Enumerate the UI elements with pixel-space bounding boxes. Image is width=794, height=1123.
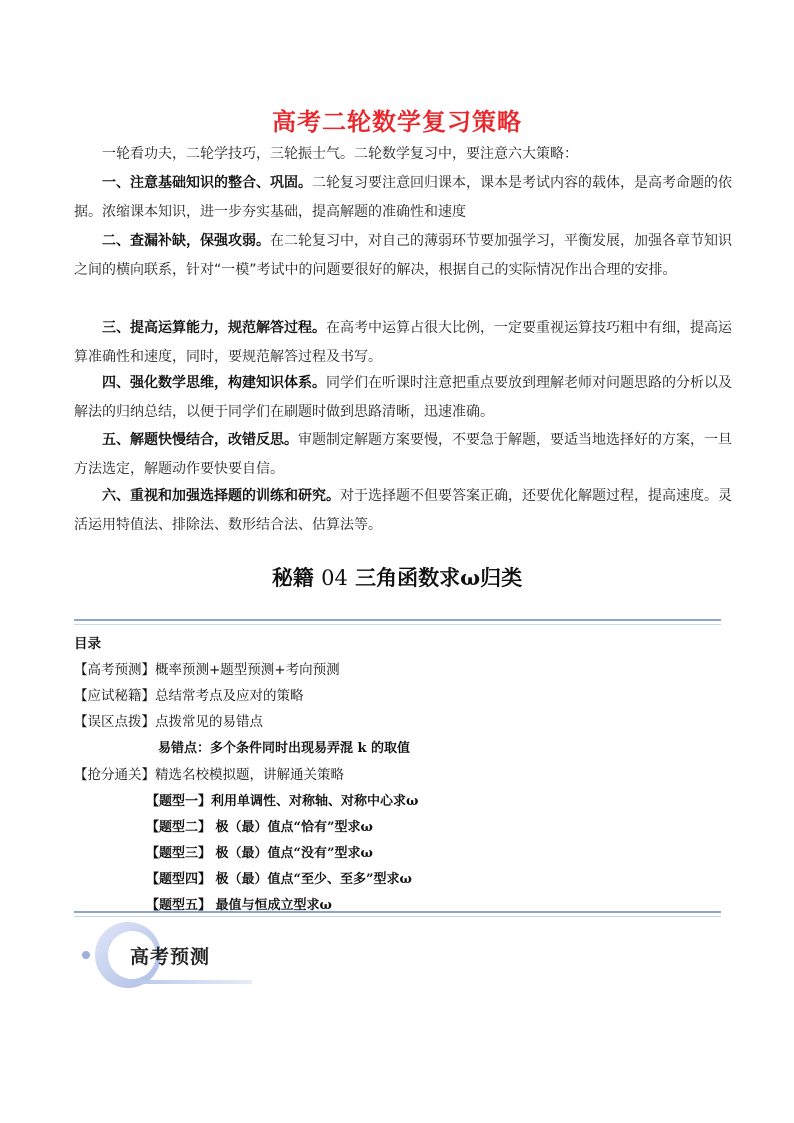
section-title-prefix: 秘籍 — [271, 565, 314, 590]
section-title-number: 04 — [321, 566, 348, 590]
toc-line-mistakes: 【误区点拨】点拨常见的易错点 — [74, 714, 263, 730]
toc-line-forecast: 【高考预测】概率预测+题型预测+考向预测 — [74, 662, 340, 678]
strategy-6-body: 对于选择题不但要答案正确，还要优化解题过程，提高速度。灵活运用特值法、排除法、数形结合法、估算法等。 — [74, 488, 732, 533]
strategy-5-head: 五、解题快慢结合，改错反思。 — [102, 432, 298, 448]
strategy-3-head: 三、提高运算能力，规范解答过程。 — [102, 320, 326, 336]
strategy-6 — [74, 482, 738, 540]
strategy-2-body: 在二轮复习中，对自己的薄弱环节要加强学习，平衡发展，加强各章节知识之间的横向联系，针对“一模”考试中的问题要很好的解决，根据自己的实际情况作出合理的安排。 — [74, 233, 732, 278]
toc-line-secrets: 【应试秘籍】总结常考点及应对的策略 — [74, 688, 304, 704]
section-title — [0, 562, 794, 592]
strategy-1 — [74, 169, 738, 227]
toc-bottom-rule — [74, 911, 721, 913]
toc-top-rule-inner — [74, 624, 721, 625]
toc-type-4: 【题型四】 极（最）值点“至少、至多”型求ω — [146, 872, 412, 887]
strategy-4 — [74, 369, 738, 427]
toc-line-practice: 【抢分通关】精选名校模拟题，讲解通关策略 — [74, 767, 344, 783]
toc-heading: 目录 — [74, 636, 101, 652]
strategy-3-body: 在高考中运算占很大比例，一定要重视运算技巧粗中有细，提高运算准确性和速度，同时，要规范解答过程及书写。 — [74, 320, 732, 365]
main-title: 高考二轮数学复习策略 — [272, 108, 522, 136]
strategy-5 — [74, 426, 738, 484]
toc-type-3: 【题型三】 极（最）值点“没有”型求ω — [146, 846, 373, 861]
toc-type-1: 【题型一】利用单调性、对称轴、对称中心求ω — [146, 794, 419, 809]
banner-dot — [82, 951, 90, 959]
toc-top-rule — [74, 619, 721, 621]
toc-type-5: 【题型五】 最值与恒成立型求ω — [146, 898, 332, 913]
strategy-4-body: 同学们在听课时注意把重点要放到理解老师对问题思路的分析以及解法的归纳总结，以便于同学们在刷题时做到思路清晰，迅速准确。 — [74, 375, 732, 420]
strategy-2 — [74, 227, 738, 285]
toc-error-point: 易错点：多个条件同时出现易弄混 k 的取值 — [158, 741, 411, 756]
banner-bar — [132, 980, 252, 984]
strategy-1-head: 一、注意基础知识的整合、巩固。 — [102, 175, 312, 191]
section-title-rest: 三角函数求ω归类 — [355, 565, 523, 590]
strategy-6-head: 六、重视和加强选择题的训练和研究。 — [102, 488, 340, 504]
intro-paragraph: 一轮看功夫，二轮学技巧，三轮振士气。二轮数学复习中，要注意六大策略： — [102, 146, 578, 162]
toc-type-2: 【题型二】 极（最）值点“恰有”型求ω — [146, 820, 373, 835]
banner-title: 高考预测 — [130, 946, 211, 968]
strategy-5-body: 审题制定解题方案要慢，不要急于解题，要适当地选择好的方案，一旦方法选定，解题动作要快要自信。 — [74, 432, 732, 477]
strategy-4-head: 四、强化数学思维，构建知识体系。 — [102, 375, 326, 391]
toc-bottom-rule-inner — [74, 916, 721, 917]
strategy-3 — [74, 314, 738, 372]
strategy-1-body: 二轮复习要注意回归课本，课本是考试内容的载体，是高考命题的依据。浓缩课本知识，进一步夯实基础，提高解题的准确性和速度 — [74, 175, 732, 220]
strategy-2-head: 二、查漏补缺，保强攻弱。 — [102, 233, 270, 249]
